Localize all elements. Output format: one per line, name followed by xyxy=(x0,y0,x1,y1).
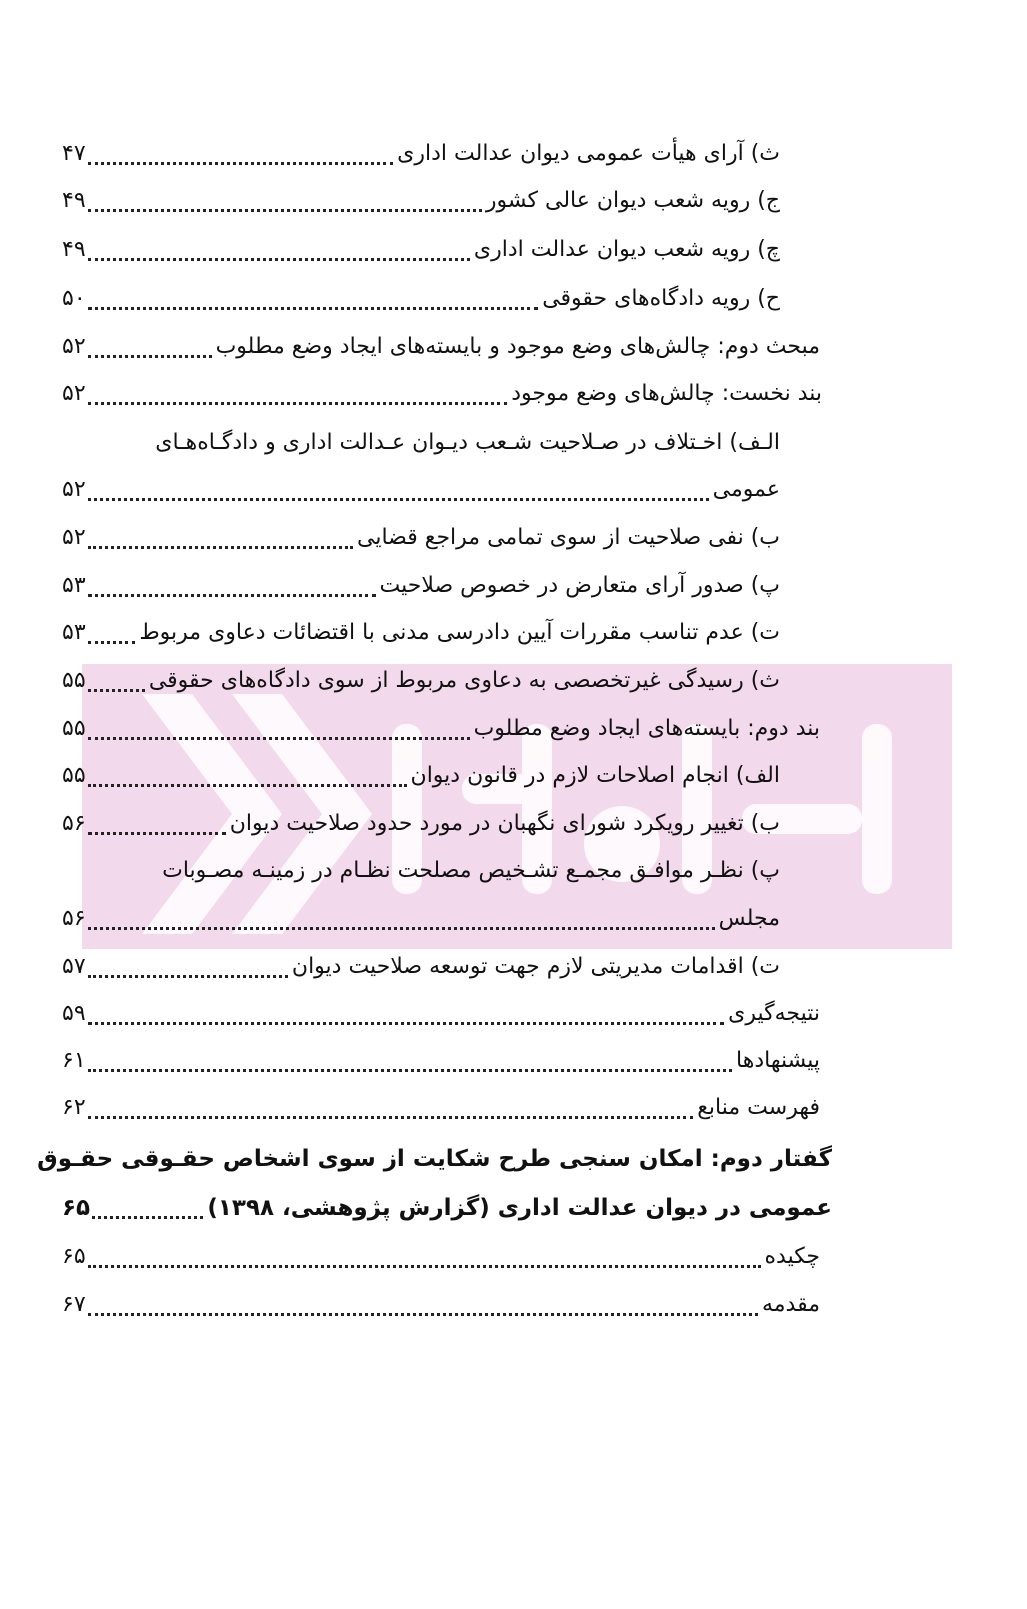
toc-entry[interactable] xyxy=(62,1234,820,1280)
toc-entry-title: مقدمه xyxy=(761,1292,820,1317)
toc-entry-page: ۴۹ xyxy=(62,237,86,262)
leader-dots xyxy=(92,1216,203,1219)
toc-entry-title: ب) نفی صلاحیت از سوی تمامی مراجع قضایی xyxy=(356,525,780,550)
leader-dots xyxy=(88,1069,732,1072)
leader-dots xyxy=(88,307,539,310)
leader-dots xyxy=(88,594,376,597)
toc-entry[interactable] xyxy=(62,1282,820,1328)
leader-dots xyxy=(88,498,709,501)
toc-entry-page: ۴۷ xyxy=(62,141,86,166)
leader-dots xyxy=(88,737,470,740)
toc-entry-title: پیشنهادها xyxy=(736,1048,820,1073)
leader-dots xyxy=(88,546,353,549)
toc-entry-page: ۵۳ xyxy=(62,573,86,598)
toc-entry-page: ۵۵ xyxy=(62,716,86,741)
toc-entry-title: ج) رویه شعب دیوان عالی کشور xyxy=(485,188,780,213)
toc-entry-page: ۶۲ xyxy=(62,1095,86,1120)
leader-dots xyxy=(88,1116,694,1119)
toc-entry[interactable] xyxy=(62,131,780,177)
toc-entry-title: ح) رویه دادگاه‌های حقوقی xyxy=(542,286,780,311)
toc-entry[interactable] xyxy=(62,324,820,370)
toc-entry[interactable] xyxy=(62,1085,820,1131)
leader-dots xyxy=(88,162,394,165)
toc-entry[interactable] xyxy=(62,371,822,417)
toc-entry-page: ۴۹ xyxy=(62,188,86,213)
leader-dots xyxy=(88,927,715,930)
leader-dots xyxy=(88,1313,758,1316)
toc-entry[interactable] xyxy=(62,178,780,224)
leader-dots xyxy=(88,1265,761,1268)
leader-dots xyxy=(88,975,288,978)
toc-entry-page: ۵۳ xyxy=(62,620,86,645)
toc-entry-page: ۵۶ xyxy=(62,906,86,931)
leader-dots xyxy=(88,832,226,835)
toc-entry[interactable] xyxy=(62,753,780,799)
toc-entry-page: ۵۵ xyxy=(62,763,86,788)
leader-dots xyxy=(88,209,482,212)
toc-entry-title: ت) اقدامات مدیریتی لازم جهت توسعه صلاحیت دیوان xyxy=(291,954,780,979)
toc-entry[interactable] xyxy=(62,801,780,847)
toc-entry-page: ۵۵ xyxy=(62,668,86,693)
toc-entry-title: ت) عدم تناسب مقررات آیین دادرسی مدنی با اقتضائات دعاوی مربوط xyxy=(139,620,780,645)
toc-entry-title: ث) رسیدگی غیرتخصصی به دعاوی مربوط از سوی دادگاه‌های حقوقی xyxy=(148,668,780,693)
toc-entry-page: ۶۱ xyxy=(62,1048,86,1073)
toc-entry-title: مجلس xyxy=(718,906,780,931)
chapter-page: ۶۵ xyxy=(62,1195,91,1221)
toc-entry-title: الف) انجام اصلاحات لازم در قانون دیوان xyxy=(410,763,780,788)
leader-dots xyxy=(88,355,212,358)
toc-entry-page: ۵۰ xyxy=(62,286,86,311)
toc-entry[interactable] xyxy=(62,658,780,704)
toc-entry-page: ۵۲ xyxy=(62,334,86,359)
toc-entry[interactable] xyxy=(62,515,780,561)
toc-entry-page: ۶۷ xyxy=(62,1292,86,1317)
toc-entry[interactable] xyxy=(62,706,820,752)
toc-entry-title: بند دوم: بایسته‌های ایجاد وضع مطلوب xyxy=(473,716,820,741)
toc-entry[interactable] xyxy=(62,944,780,990)
toc-entry[interactable] xyxy=(62,467,780,513)
toc-entry-title: نتیجه‌گیری xyxy=(728,1001,820,1026)
toc-entry[interactable] xyxy=(62,1038,820,1084)
toc-entry-page: ۵۹ xyxy=(62,1001,86,1026)
toc-entry[interactable] xyxy=(62,896,780,942)
toc-entry-page: ۵۲ xyxy=(62,477,86,502)
toc-entry-page: ۵۲ xyxy=(62,525,86,550)
toc-entry-title: چکیده xyxy=(764,1244,820,1269)
leader-dots xyxy=(88,258,470,261)
chapter-title-line1: گفتار دوم: امکان سنجی طرح شکایت از سوی اشخاص حقـوقی حقـوق xyxy=(37,1146,832,1172)
toc-entry-title: ث) آرای هیأت عمومی دیوان عدالت اداری xyxy=(397,141,780,166)
toc-entry-page: ۵۷ xyxy=(62,954,86,979)
toc-entry-title: پ) صدور آرای متعارض در خصوص صلاحیت xyxy=(379,573,780,598)
toc-entry-title: ب) تغییر رویکرد شورای نگهبان در مورد حدود صلاحیت دیوان xyxy=(229,811,780,836)
toc-entry[interactable] xyxy=(62,227,780,273)
toc-entry[interactable] xyxy=(62,610,780,656)
toc-entry[interactable] xyxy=(62,991,820,1037)
leader-dots xyxy=(88,784,407,787)
toc-entry-title-line1: الـف) اخـتلاف در صـلاحیت شـعب دیـوان عـدالت اداری و دادگـاه‌هـای xyxy=(155,430,780,455)
toc-entry-title: عمومی xyxy=(712,477,780,502)
toc-entry-page: ۵۶ xyxy=(62,811,86,836)
toc-entry-title: مبحث دوم: چالش‌های وضع موجود و بایسته‌های ایجاد وضع مطلوب xyxy=(215,334,820,359)
leader-dots xyxy=(88,402,508,405)
chapter-title: عمومی در دیوان عدالت اداری (گزارش پژوهشی، ۱۳۹۸) xyxy=(207,1195,832,1221)
leader-dots xyxy=(88,1022,724,1025)
toc-entry-title: فهرست منابع xyxy=(697,1095,820,1120)
toc-entry-title-line1: پ) نظـر موافـق مجمـع تشـخیص مصلحت نظـام در زمینـه مصـوبات xyxy=(162,858,780,883)
leader-dots xyxy=(88,689,145,692)
toc-entry-page: ۵۲ xyxy=(62,381,86,406)
leader-dots xyxy=(88,641,136,644)
toc-entry[interactable] xyxy=(62,276,780,322)
toc-entry-page: ۶۵ xyxy=(62,1244,86,1269)
toc-entry-title: چ) رویه شعب دیوان عدالت اداری xyxy=(473,237,780,262)
chapter-entry[interactable] xyxy=(62,1185,832,1231)
toc-entry[interactable] xyxy=(62,563,780,609)
toc-entry-title: بند نخست: چالش‌های وضع موجود xyxy=(511,381,822,406)
